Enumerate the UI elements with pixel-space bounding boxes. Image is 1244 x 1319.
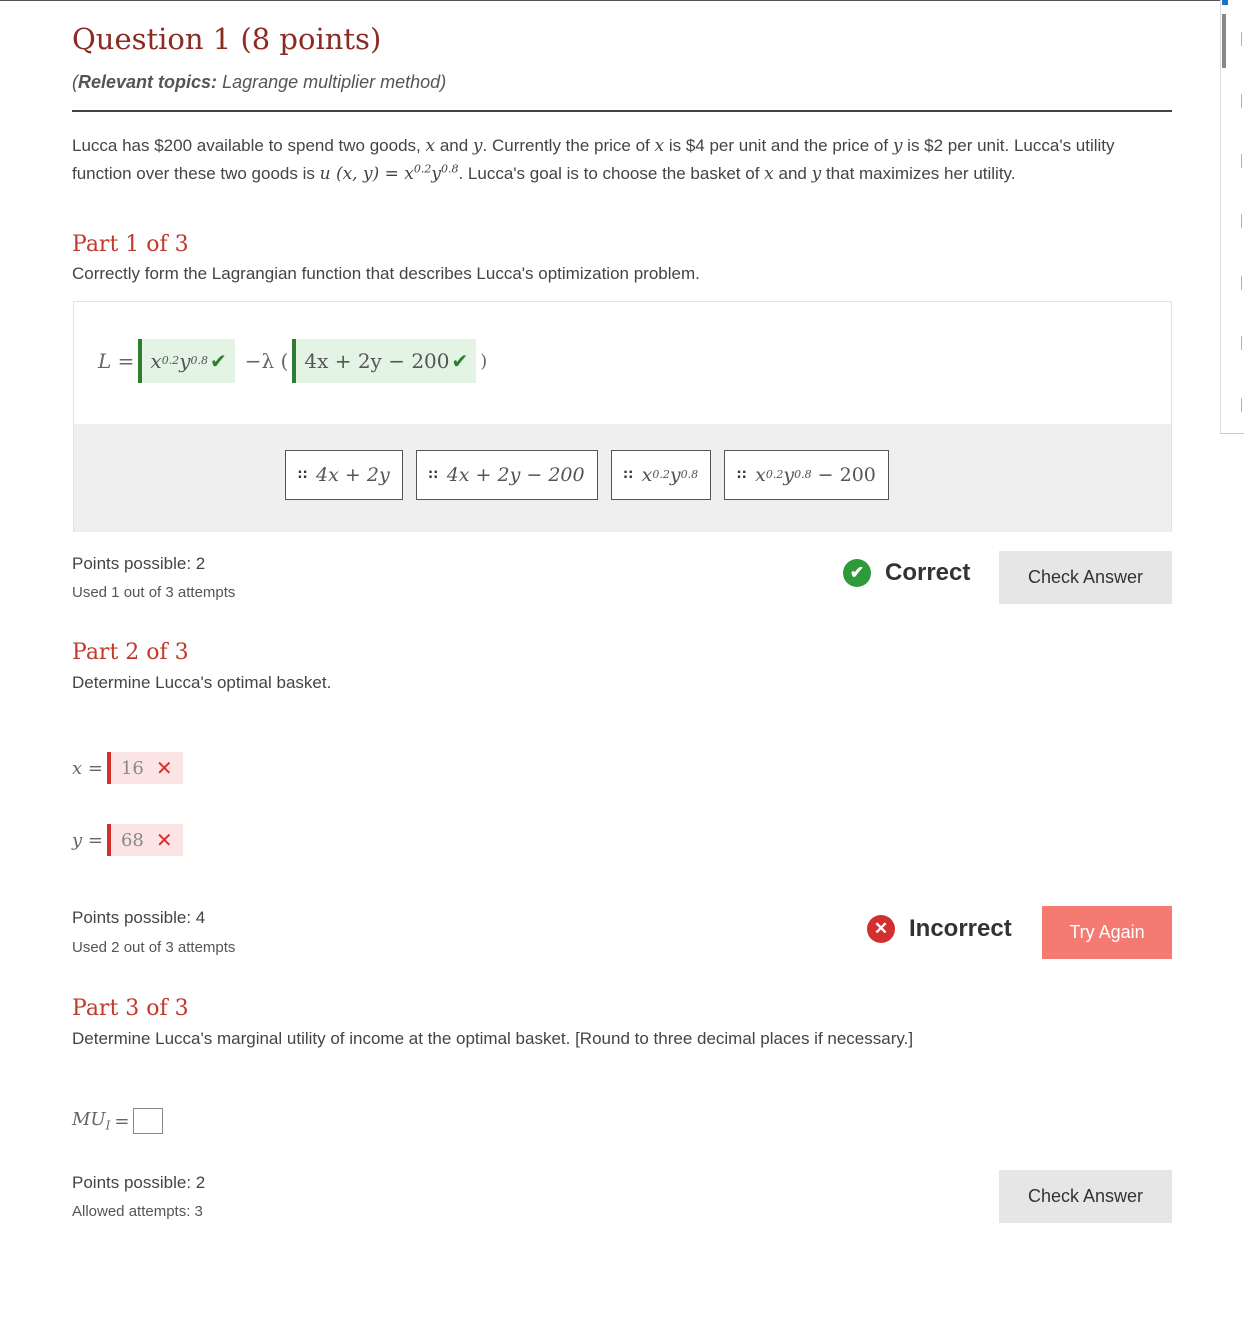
try-again-button[interactable]: Try Again (1042, 906, 1172, 959)
rail-scroll-thumb[interactable] (1222, 14, 1226, 68)
part3-points: Points possible: 2 (72, 1173, 206, 1192)
question-text: Lucca has $200 available to spend two goods, x and y. Currently the price of x is $4 per unit and the price of y is $2 per unit. Lucca's utility function over these two goods is u (x, $y) = x^{0.2}y^{0.8}$. Lucca's goal is to choose the basket of x and y that maximizes her utility. (72, 136, 1115, 184)
part1-description: Correctly form the Lagrangian function that describes Lucca's optimization problem. (72, 264, 700, 283)
tile-bank (74, 424, 1171, 532)
y-answer-input[interactable]: 68 ✕ (107, 824, 183, 856)
part1-check-answer-button[interactable]: Check Answer (999, 551, 1172, 604)
part1-attempts: Used 1 out of 3 attempts (72, 584, 236, 601)
drop-slot-constraint[interactable]: 4x + 2y − 200 ✔ (292, 339, 476, 383)
drag-tile[interactable]: ∷ x 0.2 y 0.8 − 200 (724, 450, 889, 500)
x-label: x = (72, 757, 103, 779)
x-answer-input[interactable]: 16 ✕ (107, 752, 183, 784)
correct-check-icon: ✔ (843, 559, 871, 587)
question-title: Question 1 (8 points) (72, 22, 382, 56)
part2-status: ✕ Incorrect (867, 915, 1012, 943)
wrong-x-icon: ✕ (155, 828, 173, 852)
utility-formula: u (x, $y) = x^{0.2}y^{0.8}$ (319, 162, 459, 184)
drop-slot-utility[interactable]: x 0.2 y 0.8 ✔ (138, 339, 234, 383)
lagrangian-expression-area (74, 302, 1171, 424)
minus-lambda: −λ ( (244, 349, 289, 373)
wrong-x-icon: ✕ (155, 756, 173, 780)
part2-description: Determine Lucca's optimal basket. (72, 673, 332, 692)
lagrangian-lhs: L = (98, 349, 135, 373)
part2-title: Part 2 of 3 (72, 640, 189, 665)
part3-title: Part 3 of 3 (72, 996, 189, 1021)
incorrect-x-icon: ✕ (867, 915, 895, 943)
answer-row-x (72, 752, 183, 784)
drag-tile[interactable]: ∷ x 0.2 y 0.8 (611, 450, 712, 500)
top-divider (0, 0, 1220, 1)
part1-title: Part 1 of 3 (72, 232, 189, 257)
check-icon: ✔ (210, 349, 227, 373)
part1-points: Points possible: 2 (72, 554, 206, 573)
drag-tile[interactable]: ∷ 4x + 2y (285, 450, 403, 500)
y-label: y = (72, 829, 103, 851)
lagrangian-expression (98, 338, 487, 384)
drag-tile[interactable]: ∷ 4x + 2y − 200 (416, 450, 598, 500)
rail-top-marker (1222, 0, 1228, 5)
part2-attempts: Used 2 out of 3 attempts (72, 939, 236, 956)
part1-status: ✔ Correct (843, 559, 970, 587)
mu-label: $MU_I$ (72, 1109, 111, 1133)
close-paren: ) (480, 350, 488, 372)
mu-income-input[interactable] (133, 1108, 163, 1134)
part3-attempts: Allowed attempts: 3 (72, 1203, 203, 1220)
check-icon: ✔ (451, 349, 469, 373)
drag-handle-icon: ∷ (737, 467, 746, 483)
answer-row-mu: $MU_I$ = (72, 1108, 163, 1134)
drag-handle-icon: ∷ (428, 467, 437, 483)
title-divider (72, 110, 1172, 112)
part3-check-answer-button[interactable]: Check Answer (999, 1170, 1172, 1223)
part3-description: Determine Lucca's marginal utility of income at the optimal basket. [Round to three decimal places if necessary.] (72, 1029, 914, 1048)
drag-drop-area (73, 301, 1172, 532)
part2-points: Points possible: 4 (72, 908, 206, 927)
question-nav-rail (1220, 0, 1244, 434)
drag-handle-icon: ∷ (298, 467, 307, 483)
relevant-topics: (Relevant topics: Lagrange multiplier method) (72, 72, 447, 92)
answer-row-y (72, 824, 183, 856)
drag-handle-icon: ∷ (623, 467, 632, 483)
